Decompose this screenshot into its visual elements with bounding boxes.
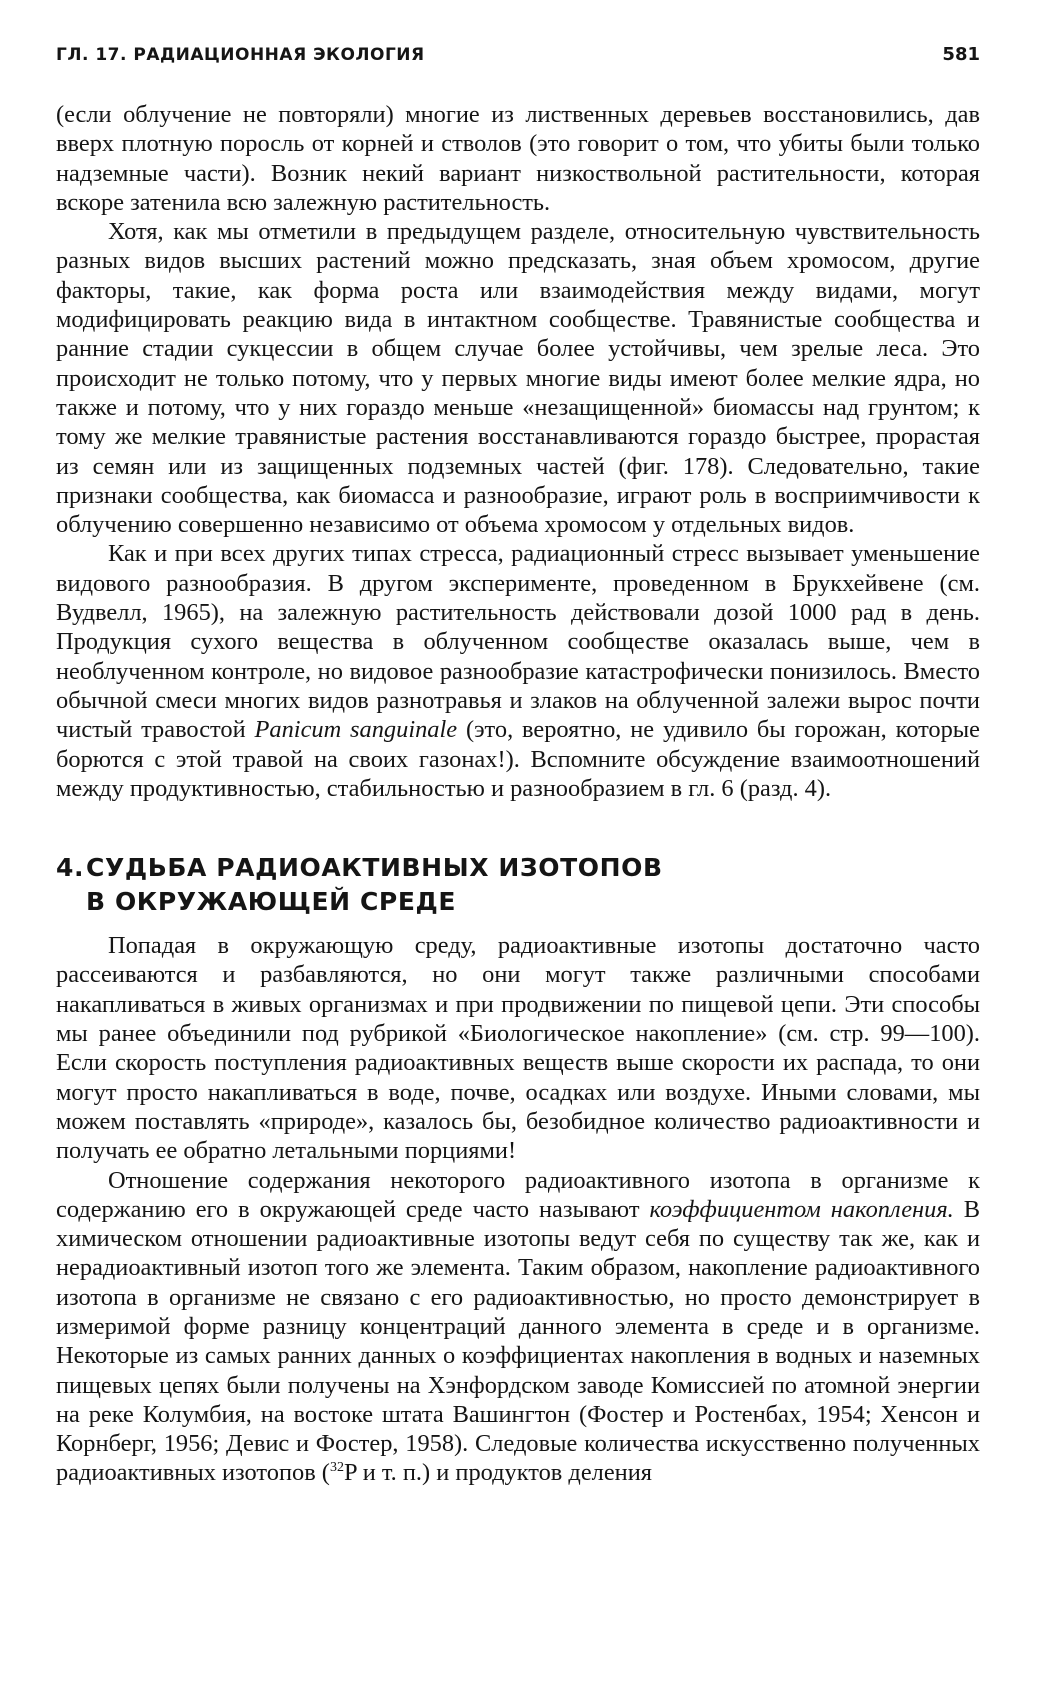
paragraph-diversity	[56, 539, 980, 803]
paragraph-continuation: (если облучение не повторяли) многие из лиственных деревьев восстановились, дав вверх плотную поросль от корней и стволов (это говорит о том, что убиты были только надземные части). Возник некий вариант низкоствольной растительности, которая вскоре затенила всю залежную растительность.	[56, 101, 980, 216]
running-head	[56, 44, 980, 78]
paragraph-text: P и т. п.) и продуктов деления	[343, 1459, 652, 1487]
section-title-line1: СУДЬБА РАДИОАКТИВНЫХ ИЗОТОПОВ	[86, 853, 663, 883]
section-number: 4.	[56, 853, 85, 883]
page-number: 581	[942, 44, 980, 65]
paragraph-concentration-factor	[56, 1166, 980, 1488]
chapter-title: ГЛ. 17. РАДИАЦИОННАЯ ЭКОЛОГИЯ	[56, 45, 425, 65]
term-italic: коэффициентом накопления.	[649, 1195, 954, 1223]
paragraph-sensitivity: Хотя, как мы отметили в предыдущем разделе, относительную чувствительность разных видов высших растений можно предсказать, зная объем хромосом, другие факторы, такие, как форма роста или взаимодействия между видами, могут модифицировать реакцию вида в интактном сообществе. Травянистые сообщества и ранние стадии сукцессии в общем случае более устойчивы, чем зрелые леса. Это происходит не только потому, что у первых многие виды имеют более мелкие ядра, но также и потому, что у них гораздо меньше «незащищенной» биомассы над грунтом; к тому же мелкие травянистые растения восстанавливаются гораздо быстрее, прорастая из семян или из защищенных подземных частей (фиг. 178). Следовательно, такие признаки сообщества, как биомасса и разнообразие, играют роль в восприимчивости к облучению совершенно независимо от объема хромосом у отдельных видов.	[56, 218, 980, 539]
isotope-superscript: 32	[329, 1460, 344, 1476]
paragraph-text: (это, вероятно, не удивило бы горожан, которые борются с этой травой на своих газонах!). Вспомните обсуждение взаимоотношений между продуктивностью, стабильностью и разнообразием в гл. 6 (разд. 4).	[56, 716, 981, 802]
paragraph-accumulation: Попадая в окружающую среду, радиоактивные изотопы достаточно часто рассеиваются и разбавляются, но они могут также различными способами накапливаться в живых организмах и при продвижении по пищевой цепи. Эти способы мы ранее объединили под рубрикой «Биологическое накопление» (см. стр. 99—100). Если скорость поступления радиоактивных веществ выше скорости их распада, то они могут просто накапливаться в воде, почве, осадках или воздухе. Иными словами, мы можем поставлять «природе», казалось бы, безобидное количество радиоактивности и получать ее обратно летальными порциями!	[56, 932, 980, 1165]
paragraph-text: Отношение содержания некоторого радиоактивного изотопа в организме к содержанию его в окружающей среде часто называют	[56, 1166, 980, 1223]
paragraph-text: В химическом отношении радиоактивные изотопы ведут себя по существу так же, как и нерадиоактивный изотоп того же элемента. Таким образом, накопление радиоактивного изотопа в организме не связано с его радиоактивностью, но просто демонстрирует в измеримой форме разницу концентраций данного элемента в среде и в организме. Некоторые из самых ранних данных о коэффициентах накопления в водных и наземных пищевых цепях были получены на Хэнфордском заводе Комиссией по атомной энергии на реке Колумбия, на востоке штата Вашингтон (Фостер и Ростенбах, 1954; Хенсон и Корнберг, 1956; Девис и Фостер, 1958). Следовые количества искусственно полученных радиоактивных изотопов (	[56, 1195, 980, 1487]
section-title-line2: В ОКРУЖАЮЩЕЙ СРЕДЕ	[86, 887, 457, 917]
section-heading	[56, 851, 980, 919]
species-name: Panicum sanguinale	[254, 716, 458, 744]
paragraph-text: Как и при всех других типах стресса, радиационный стресс вызывает уменьшение видового разнообразия. В другом эксперименте, проведенном в Брукхейвене (см. Вудвелл, 1965), на залежную растительность действовали дозой 1000 рад в день. Продукция сухого вещества в облученном сообществе оказалась выше, чем в необлученном контроле, но видовое разнообразие катастрофически понизилось. Вместо обычной смеси многих видов разнотравья и злаков на облученной залежи вырос почти чистый травостой	[56, 540, 980, 744]
